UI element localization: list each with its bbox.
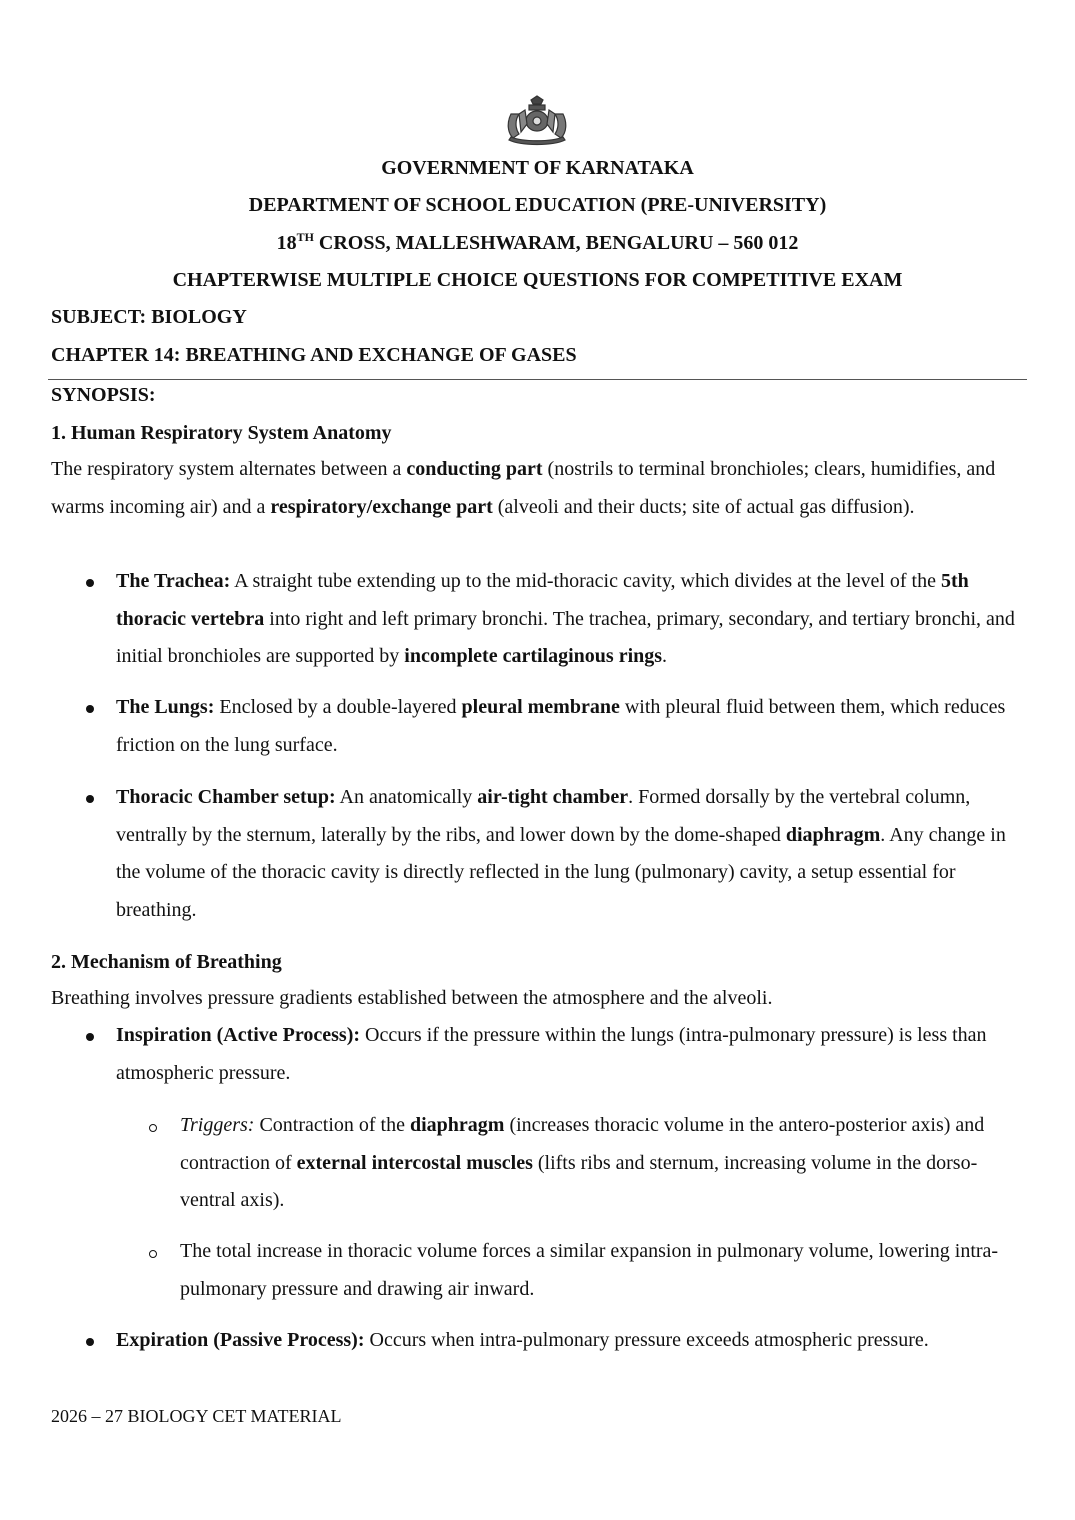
section2-intro: Breathing involves pressure gradients established between the atmosphere and the alveoli. (51, 987, 773, 1009)
header-divider (48, 379, 1027, 380)
bullet-dot (86, 1338, 94, 1346)
section1-intro: The respiratory system alternates between a conducting part (nostrils to terminal bronchioles; clears, humidifies, and warms incoming air) and a respiratory/exchange part (alveoli and their ducts; site of actual gas diffusion). (51, 458, 996, 518)
synopsis-label: SYNOPSIS: (51, 384, 156, 406)
department-heading: DEPARTMENT OF SCHOOL EDUCATION (PRE-UNIVERSITY) (248, 194, 827, 216)
chapter-title: CHAPTER 14: BREATHING AND EXCHANGE OF GASES (51, 344, 577, 366)
section1-title: 1. Human Respiratory System Anatomy (51, 422, 392, 444)
section2-title: 2. Mechanism of Breathing (51, 951, 282, 973)
triggers-item: Triggers: Contraction of the diaphragm (increases thoracic volume in the antero-posterior axis) and contraction of external intercostal muscles (lifts ribs and sternum, increasing volume in the dorso-ventral axis). (180, 1114, 985, 1211)
bullet-dot (86, 579, 94, 587)
bullet-dot (86, 1033, 94, 1041)
volume-item: The total increase in thoracic volume forces a similar expansion in pulmonary volume, lowering intra-pulmonary pressure and drawing air inward. (180, 1240, 999, 1300)
page-footer: 2026 – 27 BIOLOGY CET MATERIAL (51, 1406, 342, 1426)
expiration-item: Expiration (Passive Process): Occurs when intra-pulmonary pressure exceeds atmospheric pressure. (116, 1329, 929, 1351)
address-rest: CROSS, MALLESHWARAM, BENGALURU – 560 012 (313, 232, 799, 254)
trachea-item: The Trachea: A straight tube extending up to the mid-thoracic cavity, which divides at the level of the 5th thoracic vertebra into right and left primary bronchi. The trachea, primary, secondary, and tertiary bronchi, and initial bronchioles are supported by incomplete cartilaginous rings. (116, 570, 1015, 667)
exam-heading: CHAPTERWISE MULTIPLE CHOICE QUESTIONS FOR COMPETITIVE EXAM (172, 269, 903, 291)
bullet-dot (86, 795, 94, 803)
thoracic-item: Thoracic Chamber setup: An anatomically air-tight chamber. Formed dorsally by the vertebral column, ventrally by the sternum, laterally by the ribs, and lower down by the dome-shaped diaphragm. Any change in the volume of the thoracic cavity is directly reflected in the lung (pulmonary) cavity, a setup essential for breathing. (116, 786, 1006, 921)
subject-label: SUBJECT: BIOLOGY (51, 306, 247, 328)
karnataka-emblem-icon (501, 94, 573, 146)
address-superscript: TH (296, 230, 314, 244)
lungs-item: The Lungs: Enclosed by a double-layered pleural membrane with pleural fluid between them, which reduces friction on the lung surface. (116, 696, 1006, 756)
sub-bullet-circle (149, 1250, 157, 1258)
government-heading: GOVERNMENT OF KARNATAKA (381, 157, 694, 179)
inspiration-item: Inspiration (Active Process): Occurs if the pressure within the lungs (intra-pulmonary pressure) is less than atmospheric pressure. (116, 1024, 987, 1084)
address-number: 18 (276, 232, 297, 254)
bullet-dot (86, 705, 94, 713)
address-heading (0, 231, 1075, 255)
sub-bullet-circle (149, 1124, 157, 1132)
